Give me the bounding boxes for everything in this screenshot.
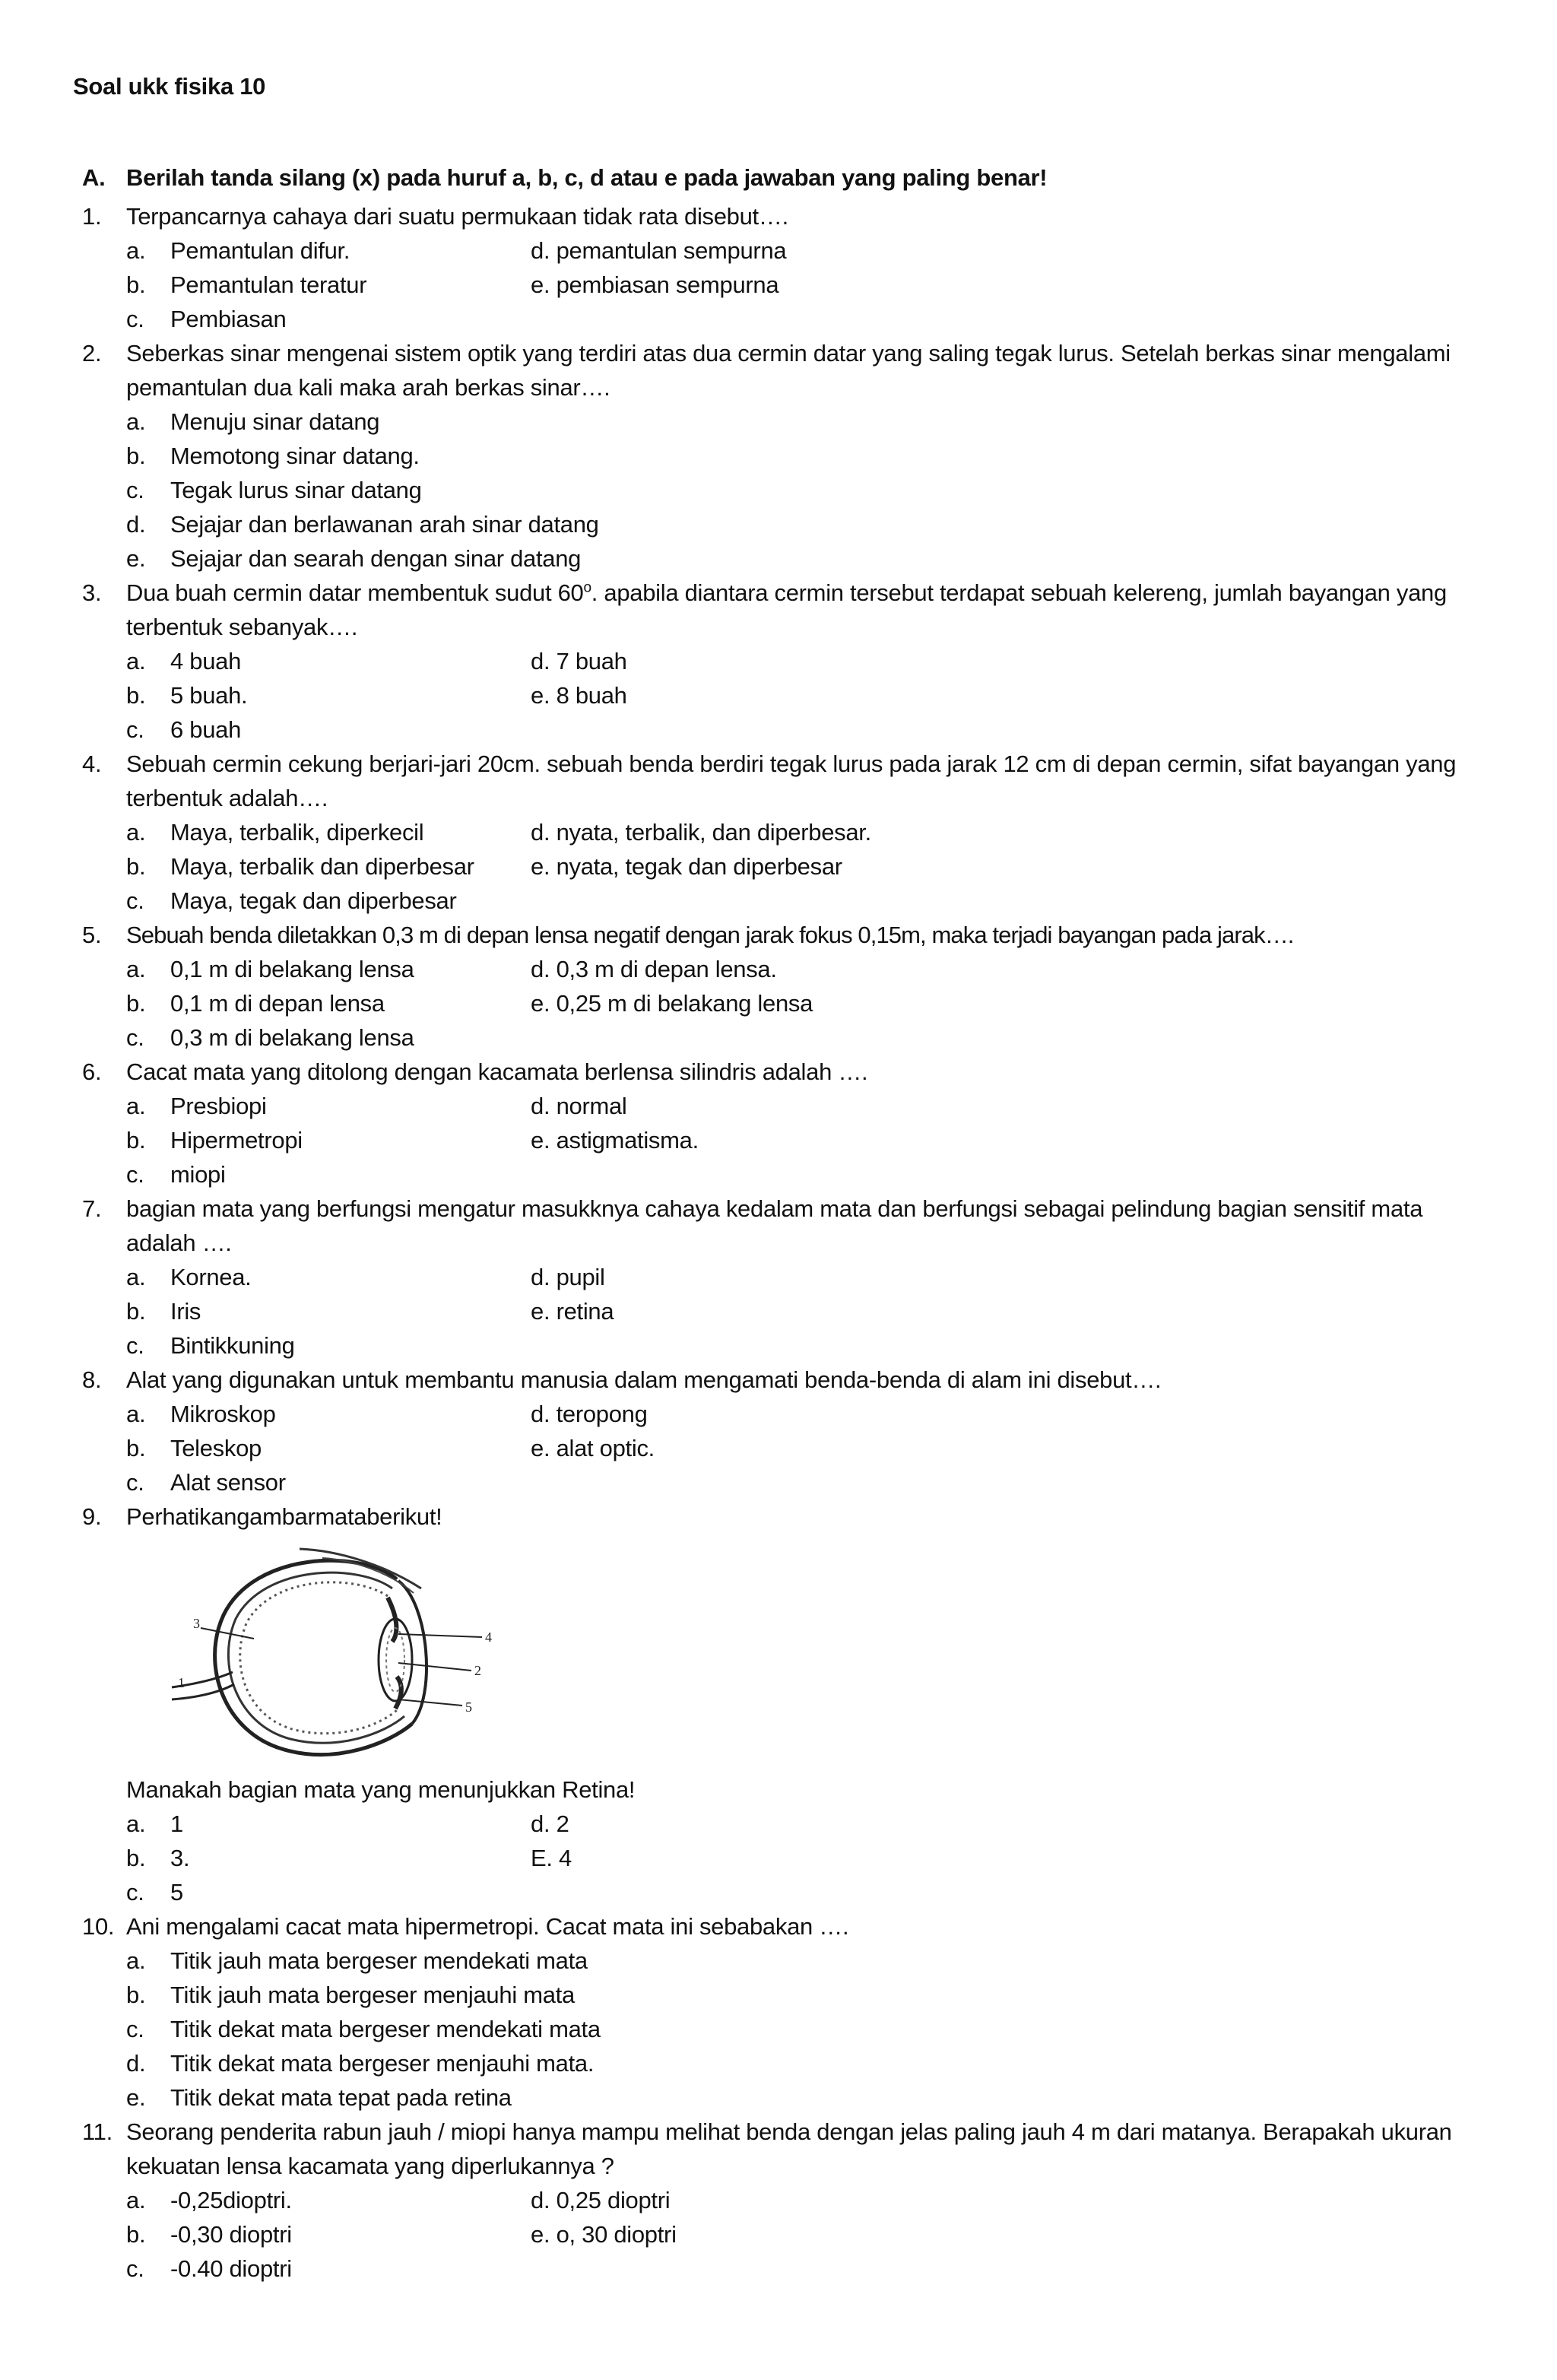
option-c[interactable]: miopi <box>170 1161 226 1188</box>
option-b[interactable]: Pemantulan teratur <box>170 271 367 298</box>
options <box>82 644 1496 747</box>
option-row <box>126 2012 1496 2046</box>
option-a[interactable]: 4 buah <box>170 648 242 674</box>
option-b[interactable]: Maya, terbalik dan diperbesar <box>170 853 474 880</box>
option-row <box>126 815 1496 849</box>
option-letter: c. <box>126 1879 144 1906</box>
question-number: 5. <box>82 922 102 948</box>
option-b[interactable]: Iris <box>170 1298 201 1325</box>
figure-label-4: 4 <box>485 1630 492 1645</box>
option-letter: b. <box>126 682 146 709</box>
option-c[interactable]: Titik dekat mata bergeser mendekati mata <box>170 2016 601 2042</box>
option-letter: e. <box>126 2084 146 2111</box>
option-row <box>126 302 1496 336</box>
option-letter: b. <box>126 271 146 298</box>
options <box>82 1807 1496 1909</box>
option-a[interactable]: Titik jauh mata bergeser mendekati mata <box>170 1947 588 1974</box>
option-row <box>126 884 1496 918</box>
option-row <box>126 2217 1496 2251</box>
iris-lower <box>395 1677 401 1709</box>
question-number: 7. <box>82 1195 102 1222</box>
option-letter: a. <box>126 1264 146 1290</box>
option-row <box>126 678 1496 712</box>
option-letter: c. <box>126 477 144 503</box>
section-instruction: Berilah tanda silang (x) pada huruf a, b, c, d atau e pada jawaban yang paling benar! <box>126 164 1048 191</box>
option-a[interactable]: Maya, terbalik, diperkecil <box>170 819 424 846</box>
option-e[interactable]: e. astigmatisma. <box>531 1127 699 1154</box>
options <box>82 815 1496 918</box>
question-text: Terpancarnya cahaya dari suatu permukaan tidak rata disebut…. <box>126 203 788 230</box>
option-row <box>126 1397 1496 1431</box>
option-d[interactable]: d. 0,25 dioptri <box>531 2187 671 2213</box>
option-d[interactable]: d. 2 <box>531 1810 569 1837</box>
option-row <box>126 1944 1496 1978</box>
option-a[interactable]: Kornea. <box>170 1264 252 1290</box>
option-letter: c. <box>126 2255 144 2282</box>
option-letter: a. <box>126 237 146 264</box>
option-row <box>126 405 1496 439</box>
figure-label-5: 5 <box>465 1699 472 1715</box>
option-letter: a. <box>126 1810 146 1837</box>
question-text: Alat yang digunakan untuk membantu manusia dalam mengamati benda-benda di alam ini disebut…. <box>126 1366 1162 1393</box>
option-row <box>126 1123 1496 1157</box>
options <box>82 1944 1496 2115</box>
pointer-line-2 <box>398 1663 471 1671</box>
figure-label-1: 1 <box>178 1675 185 1690</box>
question-text: Seorang penderita rabun jauh / miopi hanya mampu melihat benda dengan jelas paling jauh 4 m dari matanya. Berapakah ukuran kekuatan lensa kacamata yang diperlukannya ? <box>126 2118 1452 2179</box>
question-8 <box>82 1363 1496 1499</box>
section-letter: A. <box>82 164 106 191</box>
option-d[interactable]: Titik dekat mata bergeser menjauhi mata. <box>170 2050 595 2077</box>
option-letter: c. <box>126 1024 144 1051</box>
option-row <box>126 2183 1496 2217</box>
question-10 <box>82 1909 1496 2115</box>
question-text: Ani mengalami cacat mata hipermetropi. Cacat mata ini sebabakan …. <box>126 1913 849 1940</box>
option-d[interactable]: d. pemantulan sempurna <box>531 237 787 264</box>
question-text: Cacat mata yang ditolong dengan kacamata berlensa silindris adalah …. <box>126 1058 868 1085</box>
option-letter: a. <box>126 1947 146 1974</box>
option-e[interactable]: e. pembiasan sempurna <box>531 271 779 298</box>
option-letter: a. <box>126 956 146 982</box>
question-number: 10. <box>82 1913 115 1940</box>
question-7 <box>82 1192 1496 1363</box>
option-row <box>126 986 1496 1020</box>
option-row <box>126 1841 1496 1875</box>
option-e[interactable]: Sejajar dan searah dengan sinar datang <box>170 545 582 572</box>
option-d[interactable]: d. nyata, terbalik, dan diperbesar. <box>531 819 871 846</box>
document-title: Soal ukk fisika 10 <box>73 73 266 100</box>
option-c[interactable]: 5 <box>170 1879 183 1906</box>
option-d[interactable]: d. 0,3 m di depan lensa. <box>531 956 777 982</box>
option-row <box>126 541 1496 576</box>
options <box>82 952 1496 1055</box>
degree-superscript: o <box>583 579 591 596</box>
option-row <box>126 1465 1496 1499</box>
option-c[interactable]: Bintikkuning <box>170 1332 295 1359</box>
option-e[interactable]: Titik dekat mata tepat pada retina <box>170 2084 512 2111</box>
option-c[interactable]: Tegak lurus sinar datang <box>170 477 422 503</box>
option-a[interactable]: -0,25dioptri. <box>170 2187 292 2213</box>
eye-diagram <box>170 1543 512 1771</box>
option-row <box>126 507 1496 541</box>
option-a[interactable]: Pemantulan difur. <box>170 237 350 264</box>
option-row <box>126 952 1496 986</box>
option-letter: c. <box>126 2016 144 2042</box>
option-letter: c. <box>126 1161 144 1188</box>
option-letter: d. <box>126 2050 146 2077</box>
question-11 <box>82 2115 1496 2286</box>
option-row <box>126 2080 1496 2115</box>
option-d[interactable]: Sejajar dan berlawanan arah sinar datang <box>170 511 599 538</box>
question-1 <box>82 199 1496 336</box>
question-text: Sebuah benda diletakkan 0,3 m di depan lensa negatif dengan jarak fokus 0,15m, maka terjadi bayangan pada jarak…. <box>126 922 1294 948</box>
question-list <box>82 199 1496 2286</box>
option-letter: a. <box>126 2187 146 2213</box>
option-row <box>126 712 1496 747</box>
question-9 <box>82 1499 1496 1909</box>
option-letter: a. <box>126 648 146 674</box>
option-row <box>126 644 1496 678</box>
question-text: bagian mata yang berfungsi mengatur masukknya cahaya kedalam mata dan berfungsi sebagai pelindung bagian sensitif mata adalah …. <box>126 1195 1423 1256</box>
options <box>82 2183 1496 2286</box>
option-a[interactable]: 1 <box>170 1810 183 1837</box>
option-e[interactable]: e. retina <box>531 1298 614 1325</box>
option-row <box>126 1020 1496 1055</box>
option-row <box>126 2046 1496 2080</box>
option-letter: b. <box>126 990 146 1017</box>
option-letter: c. <box>126 1332 144 1359</box>
question-text: Perhatikangambarmataberikut! <box>126 1503 442 1530</box>
option-a[interactable]: Menuju sinar datang <box>170 408 380 435</box>
question-3 <box>82 576 1496 747</box>
question-number: 11. <box>82 2118 113 2145</box>
option-letter: a. <box>126 819 146 846</box>
option-b[interactable]: -0,30 dioptri <box>170 2221 292 2248</box>
figure-label-2: 2 <box>474 1663 481 1678</box>
pointer-line-4 <box>398 1634 482 1637</box>
option-letter: c. <box>126 1469 144 1496</box>
option-c[interactable]: -0.40 dioptri <box>170 2255 292 2282</box>
option-b[interactable]: Teleskop <box>170 1435 262 1461</box>
pointer-line-3 <box>201 1628 254 1639</box>
option-e[interactable]: e. 0,25 m di belakang lensa <box>531 990 813 1017</box>
option-c[interactable]: 0,3 m di belakang lensa <box>170 1024 414 1051</box>
option-letter: b. <box>126 1845 146 1871</box>
option-row <box>126 1875 1496 1909</box>
option-letter: b. <box>126 853 146 880</box>
question-number: 4. <box>82 750 102 777</box>
option-letter: c. <box>126 716 144 743</box>
options <box>82 233 1496 336</box>
option-letter: a. <box>126 1093 146 1119</box>
option-e[interactable]: e. o, 30 dioptri <box>531 2221 677 2248</box>
option-row <box>126 1089 1496 1123</box>
option-letter: a. <box>126 408 146 435</box>
option-b[interactable]: Hipermetropi <box>170 1127 303 1154</box>
options <box>82 1260 1496 1363</box>
option-b[interactable]: Memotong sinar datang. <box>170 443 420 469</box>
retina-layer <box>240 1582 397 1734</box>
question-number: 6. <box>82 1058 102 1085</box>
option-row <box>126 1807 1496 1841</box>
option-row <box>126 1328 1496 1363</box>
option-b[interactable]: Titik jauh mata bergeser menjauhi mata <box>170 1982 575 2008</box>
option-a[interactable]: Mikroskop <box>170 1401 276 1427</box>
option-row <box>126 439 1496 473</box>
option-row <box>126 1260 1496 1294</box>
option-letter: b. <box>126 1127 146 1154</box>
options <box>82 405 1496 576</box>
question-text: Seberkas sinar mengenai sistem optik yang terdiri atas dua cermin datar yang saling tegak lurus. Setelah berkas sinar mengalami pemantulan dua kali maka arah berkas sinar…. <box>126 340 1451 401</box>
option-d[interactable]: d. pupil <box>531 1264 605 1290</box>
question-6 <box>82 1055 1496 1192</box>
option-e[interactable]: e. alat optic. <box>531 1435 655 1461</box>
option-b[interactable]: 0,1 m di depan lensa <box>170 990 385 1017</box>
question-number: 8. <box>82 1366 102 1393</box>
option-row <box>126 1978 1496 2012</box>
question-number: 9. <box>82 1503 102 1530</box>
option-e[interactable]: e. 8 buah <box>531 682 627 709</box>
option-row <box>126 1157 1496 1192</box>
option-letter: d. <box>126 511 146 538</box>
option-b[interactable]: 3. <box>170 1845 190 1871</box>
option-c[interactable]: Alat sensor <box>170 1469 286 1496</box>
option-d[interactable]: d. teropong <box>531 1401 648 1427</box>
option-a[interactable]: 0,1 m di belakang lensa <box>170 956 414 982</box>
option-row <box>126 1294 1496 1328</box>
option-d[interactable]: d. 7 buah <box>531 648 627 674</box>
option-a[interactable]: Presbiopi <box>170 1093 267 1119</box>
option-letter: b. <box>126 1435 146 1461</box>
option-letter: b. <box>126 443 146 469</box>
option-row <box>126 2251 1496 2286</box>
option-d[interactable]: d. normal <box>531 1093 627 1119</box>
option-letter: c. <box>126 887 144 914</box>
options <box>82 1089 1496 1192</box>
option-letter: c. <box>126 306 144 332</box>
question-2 <box>82 336 1496 576</box>
option-letter: b. <box>126 1982 146 2008</box>
option-row <box>126 1431 1496 1465</box>
question-5 <box>82 918 1496 1055</box>
option-e[interactable]: e. nyata, tegak dan diperbesar <box>531 853 842 880</box>
section-heading <box>82 164 1047 192</box>
question-number: 1. <box>82 203 102 230</box>
option-c[interactable]: Maya, tegak dan diperbesar <box>170 887 457 914</box>
option-b[interactable]: 5 buah. <box>170 682 248 709</box>
figure-label-3: 3 <box>193 1616 200 1631</box>
upper-muscle <box>300 1549 421 1588</box>
eye-diagram-figure <box>82 1543 1496 1771</box>
figure-question-text: Manakah bagian mata yang menunjukkan Retina! <box>126 1776 636 1803</box>
question-number: 3. <box>82 579 102 606</box>
option-c[interactable]: Pembiasan <box>170 306 287 332</box>
option-row <box>126 849 1496 884</box>
question-text: Sebuah cermin cekung berjari-jari 20cm. sebuah benda berdiri tegak lurus pada jarak 12 cm di depan cermin, sifat bayangan yang terbentuk adalah…. <box>126 750 1457 811</box>
option-row <box>126 268 1496 302</box>
option-letter: e. <box>126 545 146 572</box>
question-text: Dua buah cermin datar membentuk sudut 60$^o$. apabila diantara cermin tersebut terdapat sebuah kelereng, jumlah bayangan yang terbentuk sebanyak…. <box>126 579 1447 640</box>
option-e[interactable]: E. 4 <box>531 1845 572 1871</box>
option-c[interactable]: 6 buah <box>170 716 242 743</box>
option-letter: b. <box>126 2221 146 2248</box>
question-4 <box>82 747 1496 918</box>
option-row <box>126 473 1496 507</box>
option-letter: a. <box>126 1401 146 1427</box>
pointer-line-5 <box>398 1699 462 1706</box>
question-number: 2. <box>82 340 102 367</box>
sclera-outer <box>215 1560 412 1754</box>
options <box>82 1397 1496 1499</box>
option-row <box>126 233 1496 268</box>
option-letter: b. <box>126 1298 146 1325</box>
